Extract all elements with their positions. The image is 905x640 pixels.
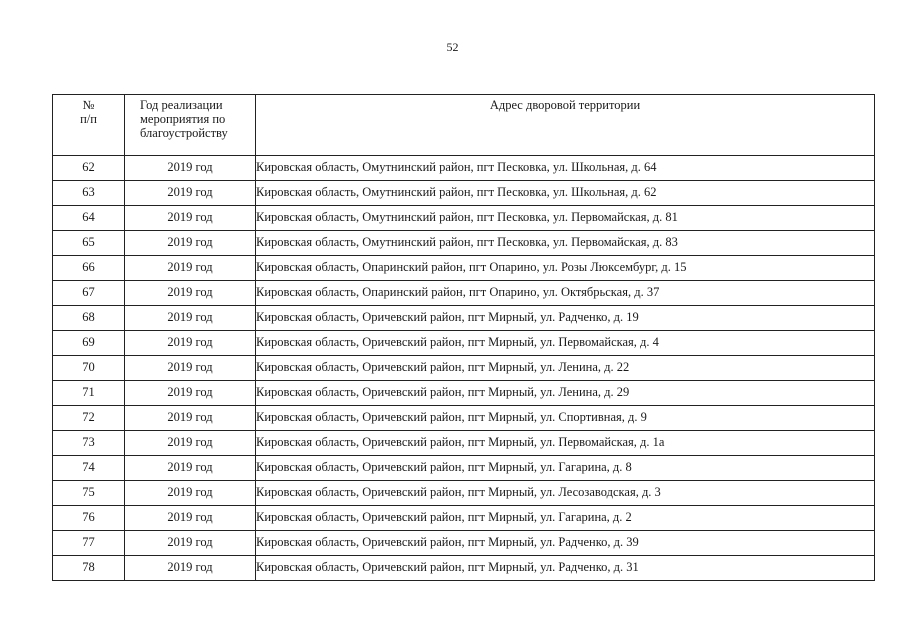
row-address: Кировская область, Опаринский район, пгт Опарино, ул. Розы Люксембург, д. 15 <box>256 256 875 281</box>
row-year: 2019 год <box>125 331 256 356</box>
row-number: 73 <box>53 431 125 456</box>
row-year: 2019 год <box>125 156 256 181</box>
row-address: Кировская область, Оричевский район, пгт Мирный, ул. Первомайская, д. 4 <box>256 331 875 356</box>
row-number: 72 <box>53 406 125 431</box>
table-row <box>53 331 875 356</box>
header-year <box>125 95 256 156</box>
header-number <box>53 95 125 156</box>
row-year: 2019 год <box>125 306 256 331</box>
row-number: 67 <box>53 281 125 306</box>
table-row <box>53 506 875 531</box>
row-year: 2019 год <box>125 256 256 281</box>
row-year: 2019 год <box>125 506 256 531</box>
row-address: Кировская область, Оричевский район, пгт Мирный, ул. Ленина, д. 29 <box>256 381 875 406</box>
row-number: 75 <box>53 481 125 506</box>
table-row <box>53 456 875 481</box>
row-year: 2019 год <box>125 181 256 206</box>
table-row <box>53 206 875 231</box>
row-year: 2019 год <box>125 456 256 481</box>
row-year: 2019 год <box>125 406 256 431</box>
header-number-label: № п/п <box>80 98 97 126</box>
row-year: 2019 год <box>125 531 256 556</box>
row-address: Кировская область, Оричевский район, пгт Мирный, ул. Гагарина, д. 2 <box>256 506 875 531</box>
row-year: 2019 год <box>125 481 256 506</box>
row-address: Кировская область, Омутнинский район, пгт Песковка, ул. Школьная, д. 62 <box>256 181 875 206</box>
table-row <box>53 356 875 381</box>
row-year: 2019 год <box>125 231 256 256</box>
row-address: Кировская область, Оричевский район, пгт Мирный, ул. Радченко, д. 39 <box>256 531 875 556</box>
row-year: 2019 год <box>125 356 256 381</box>
row-year: 2019 год <box>125 206 256 231</box>
row-address: Кировская область, Омутнинский район, пгт Песковка, ул. Первомайская, д. 81 <box>256 206 875 231</box>
row-number: 78 <box>53 556 125 581</box>
header-address: Адрес дворовой территории <box>256 95 875 156</box>
row-address: Кировская область, Оричевский район, пгт Мирный, ул. Ленина, д. 22 <box>256 356 875 381</box>
table-row <box>53 231 875 256</box>
table-row <box>53 556 875 581</box>
table-row <box>53 431 875 456</box>
row-address: Кировская область, Оричевский район, пгт Мирный, ул. Лесозаводская, д. 3 <box>256 481 875 506</box>
page-number: 52 <box>446 40 459 54</box>
row-number: 62 <box>53 156 125 181</box>
table-body <box>53 156 875 581</box>
table-row <box>53 181 875 206</box>
address-table <box>52 94 875 581</box>
row-number: 70 <box>53 356 125 381</box>
row-address: Кировская область, Оричевский район, пгт Мирный, ул. Гагарина, д. 8 <box>256 456 875 481</box>
table-row <box>53 306 875 331</box>
row-number: 76 <box>53 506 125 531</box>
row-year: 2019 год <box>125 556 256 581</box>
row-year: 2019 год <box>125 431 256 456</box>
table-row <box>53 156 875 181</box>
row-address: Кировская область, Оричевский район, пгт Мирный, ул. Радченко, д. 31 <box>256 556 875 581</box>
row-number: 68 <box>53 306 125 331</box>
row-number: 65 <box>53 231 125 256</box>
row-number: 69 <box>53 331 125 356</box>
row-address: Кировская область, Оричевский район, пгт Мирный, ул. Спортивная, д. 9 <box>256 406 875 431</box>
row-number: 77 <box>53 531 125 556</box>
row-year: 2019 год <box>125 281 256 306</box>
row-address: Кировская область, Опаринский район, пгт Опарино, ул. Октябрьская, д. 37 <box>256 281 875 306</box>
table-row <box>53 381 875 406</box>
row-address: Кировская область, Омутнинский район, пгт Песковка, ул. Первомайская, д. 83 <box>256 231 875 256</box>
row-address: Кировская область, Омутнинский район, пгт Песковка, ул. Школьная, д. 64 <box>256 156 875 181</box>
row-number: 71 <box>53 381 125 406</box>
table-row <box>53 406 875 431</box>
row-year: 2019 год <box>125 381 256 406</box>
row-number: 66 <box>53 256 125 281</box>
table-row <box>53 256 875 281</box>
row-number: 64 <box>53 206 125 231</box>
row-address: Кировская область, Оричевский район, пгт Мирный, ул. Радченко, д. 19 <box>256 306 875 331</box>
table-row <box>53 281 875 306</box>
table-row <box>53 481 875 506</box>
row-address: Кировская область, Оричевский район, пгт Мирный, ул. Первомайская, д. 1а <box>256 431 875 456</box>
row-number: 63 <box>53 181 125 206</box>
row-number: 74 <box>53 456 125 481</box>
header-year-label: Год реализации мероприятия по благоустройству <box>140 98 228 140</box>
table-header <box>53 95 875 156</box>
table-header-row <box>53 95 875 156</box>
table-row <box>53 531 875 556</box>
